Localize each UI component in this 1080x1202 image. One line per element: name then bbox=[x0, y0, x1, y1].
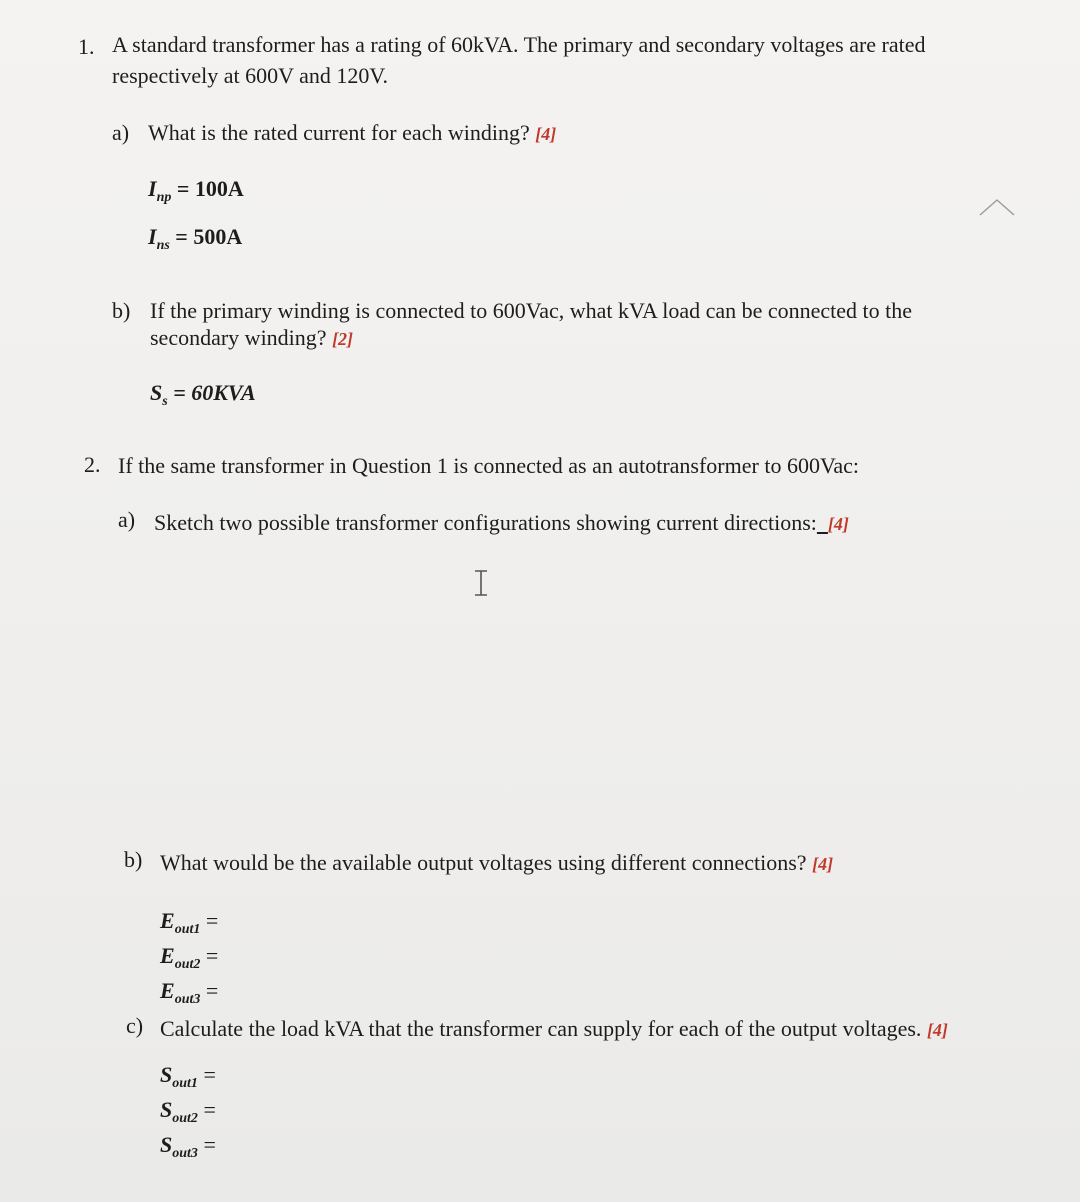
q2b-answer-row-1[interactable] bbox=[160, 908, 218, 943]
q1b-question-line2 bbox=[150, 325, 353, 351]
q2c-text: Calculate the load kVA that the transformer can supply for each of the output voltages. bbox=[160, 1016, 922, 1041]
q1b-answer[interactable] bbox=[150, 380, 256, 410]
q1-text-line1: A standard transformer has a rating of 60kVA. The primary and secondary voltages are rated bbox=[112, 32, 926, 57]
q2b-row-3-sub: out3 bbox=[174, 992, 201, 1007]
q1b-text-line2: secondary winding? bbox=[150, 325, 327, 350]
q2b-answer-row-3[interactable] bbox=[160, 978, 218, 1013]
q2c-row-3-sub: out3 bbox=[172, 1146, 198, 1161]
q2b-row-2-eq: = bbox=[205, 943, 219, 968]
q2c-marks: [4] bbox=[926, 1020, 948, 1040]
q1b-answer-value: = 60KVA bbox=[173, 380, 256, 405]
q1a-answer-1-sub: np bbox=[156, 190, 172, 205]
q1b-label: b) bbox=[112, 298, 131, 323]
q2b-text: What would be the available output voltages using different connections? bbox=[160, 850, 807, 875]
q2a-text: Sketch two possible transformer configurations showing current directions: bbox=[154, 510, 817, 535]
q1a-answer-1[interactable] bbox=[148, 176, 244, 206]
q2b-answer-row-2[interactable] bbox=[160, 943, 218, 978]
q2b-row-1-sub: out1 bbox=[174, 922, 201, 937]
q1b-answer-var: S bbox=[150, 380, 163, 405]
q2b-marks: [4] bbox=[812, 854, 834, 874]
q2c-row-1-sub: out1 bbox=[172, 1076, 198, 1091]
q2c-question bbox=[160, 1016, 948, 1042]
q2b-row-3-eq: = bbox=[205, 978, 219, 1003]
q2c-answer-list bbox=[160, 1062, 216, 1167]
q2b-row-2-var: E bbox=[160, 943, 175, 968]
q1a-question bbox=[148, 120, 556, 146]
q1a-answer-2-value: = 500A bbox=[175, 224, 243, 249]
q2c-row-3-eq: = bbox=[203, 1132, 216, 1157]
caret-icon bbox=[978, 197, 1016, 217]
q2-text: If the same transformer in Question 1 is connected as an autotransformer to 600Vac: bbox=[118, 453, 860, 478]
q2b-question bbox=[160, 850, 833, 876]
q1a-text: What is the rated current for each winding? bbox=[148, 120, 530, 145]
q2c-answer-row-3[interactable] bbox=[160, 1132, 216, 1167]
q1-text-line2: respectively at 600V and 120V. bbox=[112, 63, 388, 88]
q2c-row-2-sub: out2 bbox=[172, 1111, 198, 1126]
q2c-row-1-var: S bbox=[160, 1062, 173, 1087]
q1a-answer-1-value: = 100A bbox=[176, 176, 244, 201]
q2b-row-1-var: E bbox=[160, 908, 175, 933]
q2c-label: c) bbox=[126, 1013, 144, 1038]
q2a-sketch-area[interactable] bbox=[118, 555, 998, 825]
q2b-row-1-eq: = bbox=[205, 908, 219, 933]
q2a-label: a) bbox=[118, 507, 136, 532]
q2b-label: b) bbox=[124, 847, 143, 872]
q1a-answer-2-sub: ns bbox=[156, 238, 170, 253]
q2b-answer-list bbox=[160, 908, 218, 1013]
q2b-row-2-sub: out2 bbox=[174, 957, 201, 972]
q1-number: 1. bbox=[78, 34, 95, 59]
q2c-row-1-eq: = bbox=[203, 1062, 216, 1087]
q1b-answer-sub: s bbox=[162, 394, 168, 409]
q1a-answer-2[interactable] bbox=[148, 224, 242, 254]
q2c-answer-row-2[interactable] bbox=[160, 1097, 216, 1132]
q2b-row-3-var: E bbox=[160, 978, 175, 1003]
q2a-question bbox=[154, 510, 849, 536]
q1b-marks: [2] bbox=[332, 329, 354, 349]
q1b-text-line1: If the primary winding is connected to 600Vac, what kVA load can be connected to the bbox=[150, 298, 913, 323]
q2c-row-2-var: S bbox=[160, 1097, 173, 1122]
q2c-row-3-var: S bbox=[160, 1132, 173, 1157]
q2c-row-2-eq: = bbox=[203, 1097, 216, 1122]
q1a-answer-1-var: I bbox=[148, 176, 157, 201]
q1a-label: a) bbox=[112, 120, 130, 145]
q2-number: 2. bbox=[84, 452, 101, 477]
q2c-answer-row-1[interactable] bbox=[160, 1062, 216, 1097]
q1a-answer-2-var: I bbox=[148, 224, 157, 249]
q1a-marks: [4] bbox=[535, 124, 557, 144]
q2a-marks: [4] bbox=[827, 514, 849, 534]
